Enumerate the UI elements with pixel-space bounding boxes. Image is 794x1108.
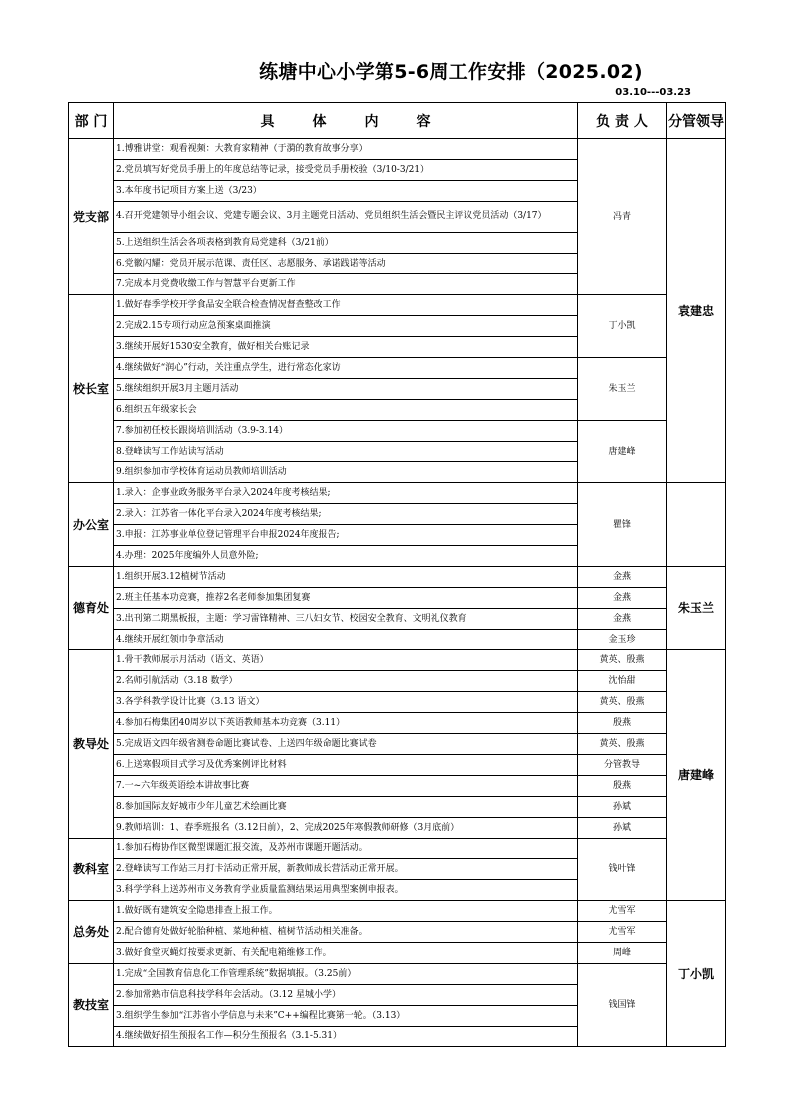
work-item: 5.完成语文四年级省测卷命题比赛试卷、上送四年级命题比赛试卷 xyxy=(114,734,578,755)
work-item: 4.召开党建领导小组会议、党建专题会议、3月主题党日活动、党员组织生活会暨民主评议党员活动（3/17） xyxy=(114,201,578,232)
person-cell: 殷燕 xyxy=(578,775,667,796)
table-row xyxy=(69,650,726,671)
person-cell: 钱国锋 xyxy=(578,963,667,1047)
leader-cell-empty xyxy=(667,483,726,567)
dept-principal: 校长室 xyxy=(69,295,114,483)
leader-cell: 袁建忠 xyxy=(667,139,726,483)
person-cell: 金燕 xyxy=(578,587,667,608)
dept-teaching: 教导处 xyxy=(69,650,114,838)
person-cell: 分管教导 xyxy=(578,754,667,775)
dept-office: 办公室 xyxy=(69,483,114,567)
header-content: 具体内容 xyxy=(114,103,578,139)
work-item: 3.做好食堂灭蝇灯按要求更新、有关配电箱维修工作。 xyxy=(114,942,578,963)
work-item: 9.教师培训：1、春季班报名（3.12日前），2、完成2025年寒假教师研修（3月底前） xyxy=(114,817,578,838)
table-row xyxy=(69,608,726,629)
table-row xyxy=(69,922,726,943)
work-item: 2.班主任基本功竞赛，推荐2名老师参加集团复赛 xyxy=(114,587,578,608)
person-cell: 尤雪军 xyxy=(578,901,667,922)
work-item: 8.登峰读写工作站读写活动 xyxy=(114,441,578,462)
header-row xyxy=(69,103,726,139)
work-item: 2.党员填写好党员手册上的年度总结等记录，接受党员手册校验（3/10-3/21） xyxy=(114,159,578,180)
table-row xyxy=(69,139,726,160)
table-row xyxy=(69,775,726,796)
work-item: 3.申报：江苏事业单位登记管理平台申报2024年度报告; xyxy=(114,525,578,546)
work-item: 7.一~六年级英语绘本讲故事比赛 xyxy=(114,775,578,796)
person-cell: 冯青 xyxy=(578,139,667,295)
person-cell: 唐建峰 xyxy=(578,420,667,483)
table-row xyxy=(69,420,726,441)
work-item: 4.继续做好“润心”行动，关注重点学生，进行常态化家访 xyxy=(114,358,578,379)
schedule-table xyxy=(68,102,726,1047)
person-cell: 朱玉兰 xyxy=(578,358,667,421)
dept-moral: 德育处 xyxy=(69,566,114,650)
work-item: 1.参加石梅协作区微型课题汇报交流，及苏州市课题开题活动。 xyxy=(114,838,578,859)
work-item: 1.录入：企事业政务服务平台录入2024年度考核结果; xyxy=(114,483,578,504)
work-item: 1.组织开展3.12植树节活动 xyxy=(114,566,578,587)
table-row xyxy=(69,629,726,650)
person-cell: 黄英、殷燕 xyxy=(578,734,667,755)
work-item: 3.本年度书记项目方案上送（3/23） xyxy=(114,180,578,201)
table-row xyxy=(69,713,726,734)
dept-tech: 教技室 xyxy=(69,963,114,1047)
table-row xyxy=(69,901,726,922)
work-item: 1.做好既有建筑安全隐患排查上报工作。 xyxy=(114,901,578,922)
work-item: 4.参加石梅集团40周岁以下英语教师基本功竞赛（3.11） xyxy=(114,713,578,734)
person-cell: 瞿锋 xyxy=(578,483,667,567)
table-row xyxy=(69,734,726,755)
person-cell: 金玉珍 xyxy=(578,629,667,650)
dept-party: 党支部 xyxy=(69,139,114,295)
person-cell: 钱叶锋 xyxy=(578,838,667,901)
work-item: 2.名师引航活动（3.18 数学） xyxy=(114,671,578,692)
person-cell: 周峰 xyxy=(578,942,667,963)
table-row xyxy=(69,838,726,859)
work-item: 5.继续组织开展3月主题月活动 xyxy=(114,378,578,399)
table-row xyxy=(69,566,726,587)
work-item: 4.继续做好招生预报名工作—积分生预报名（3.1-5.31） xyxy=(114,1026,578,1047)
date-range: 03.10---03.23 xyxy=(615,87,691,98)
dept-general: 总务处 xyxy=(69,901,114,964)
page-title: 练塘中心小学第5-6周工作安排（2025.02) xyxy=(259,61,643,83)
table-row xyxy=(69,817,726,838)
work-item: 4.继续开展红领巾争章活动 xyxy=(114,629,578,650)
work-item: 1.博雅讲堂：观看视频：大教育家精神（于漪的教育故事分享） xyxy=(114,139,578,160)
work-item: 8.参加国际友好城市少年儿童艺术绘画比赛 xyxy=(114,796,578,817)
table-row xyxy=(69,358,726,379)
work-item: 2.录入：江苏省一体化平台录入2024年度考核结果; xyxy=(114,504,578,525)
person-cell: 黄英、殷燕 xyxy=(578,650,667,671)
person-cell: 孙斌 xyxy=(578,796,667,817)
work-item: 6.上送寒假项目式学习及优秀案例评比材料 xyxy=(114,754,578,775)
work-item: 4.办理：2025年度编外人员意外险; xyxy=(114,546,578,567)
header-leader: 分管领导 xyxy=(667,103,726,139)
work-item: 5.上送组织生活会各项表格到教育局党建科（3/21前） xyxy=(114,232,578,253)
header-person: 负 责 人 xyxy=(578,103,667,139)
work-item: 3.继续开展好1530安全教育，做好相关台账记录 xyxy=(114,337,578,358)
work-item: 2.参加常熟市信息科技学科年会活动。（3.12 星城小学） xyxy=(114,984,578,1005)
work-item: 3.组织学生参加“江苏省小学信息与未来”C++编程比赛第一轮。（3.13） xyxy=(114,1005,578,1026)
table-row xyxy=(69,587,726,608)
work-item: 3.各学科教学设计比赛（3.13 语文） xyxy=(114,692,578,713)
work-item: 6.组织五年级家长会 xyxy=(114,399,578,420)
work-item: 1.做好春季学校开学食品安全联合检查情况督查整改工作 xyxy=(114,295,578,316)
dept-research: 教科室 xyxy=(69,838,114,901)
work-item: 2.配合德育处做好轮胎种植、菜地种植、植树节活动相关准备。 xyxy=(114,922,578,943)
leader-cell: 丁小凯 xyxy=(667,901,726,1047)
person-cell: 沈怡甜 xyxy=(578,671,667,692)
table-row xyxy=(69,692,726,713)
table-row xyxy=(69,963,726,984)
work-item: 3.科学学科上送苏州市义务教育学业质量监测结果运用典型案例申报表。 xyxy=(114,880,578,901)
person-cell: 金燕 xyxy=(578,566,667,587)
table-row xyxy=(69,796,726,817)
work-item: 7.参加初任校长跟岗培训活动（3.9-3.14） xyxy=(114,420,578,441)
person-cell: 黄英、殷燕 xyxy=(578,692,667,713)
work-item: 2.完成2.15专项行动应急预案桌面推演 xyxy=(114,316,578,337)
person-cell: 孙斌 xyxy=(578,817,667,838)
work-item: 1.完成“全国教育信息化工作管理系统”数据填报。（3.25前） xyxy=(114,963,578,984)
table-row xyxy=(69,671,726,692)
table-row xyxy=(69,754,726,775)
leader-cell: 朱玉兰 xyxy=(667,566,726,650)
table-row xyxy=(69,942,726,963)
work-item: 3.出刊第二期黑板报，主题：学习雷锋精神、三八妇女节、校园安全教育、文明礼仪教育 xyxy=(114,608,578,629)
table-row xyxy=(69,483,726,504)
header-dept: 部 门 xyxy=(69,103,114,139)
work-item: 1.骨干教师展示月活动（语文、英语） xyxy=(114,650,578,671)
person-cell: 丁小凯 xyxy=(578,295,667,358)
work-item: 6.党徽闪耀：党员开展示范课、责任区、志愿服务、承诺践诺等活动 xyxy=(114,253,578,274)
person-cell: 尤雪军 xyxy=(578,922,667,943)
work-item: 2.登峰读写工作站三月打卡活动正常开展，新教师成长营活动正常开展。 xyxy=(114,859,578,880)
work-item: 7.完成本月党费收缴工作与智慧平台更新工作 xyxy=(114,274,578,295)
person-cell: 金燕 xyxy=(578,608,667,629)
leader-cell: 唐建峰 xyxy=(667,650,726,901)
work-item: 9.组织参加市学校体育运动员教师培训活动 xyxy=(114,462,578,483)
table-row xyxy=(69,295,726,316)
person-cell: 殷燕 xyxy=(578,713,667,734)
